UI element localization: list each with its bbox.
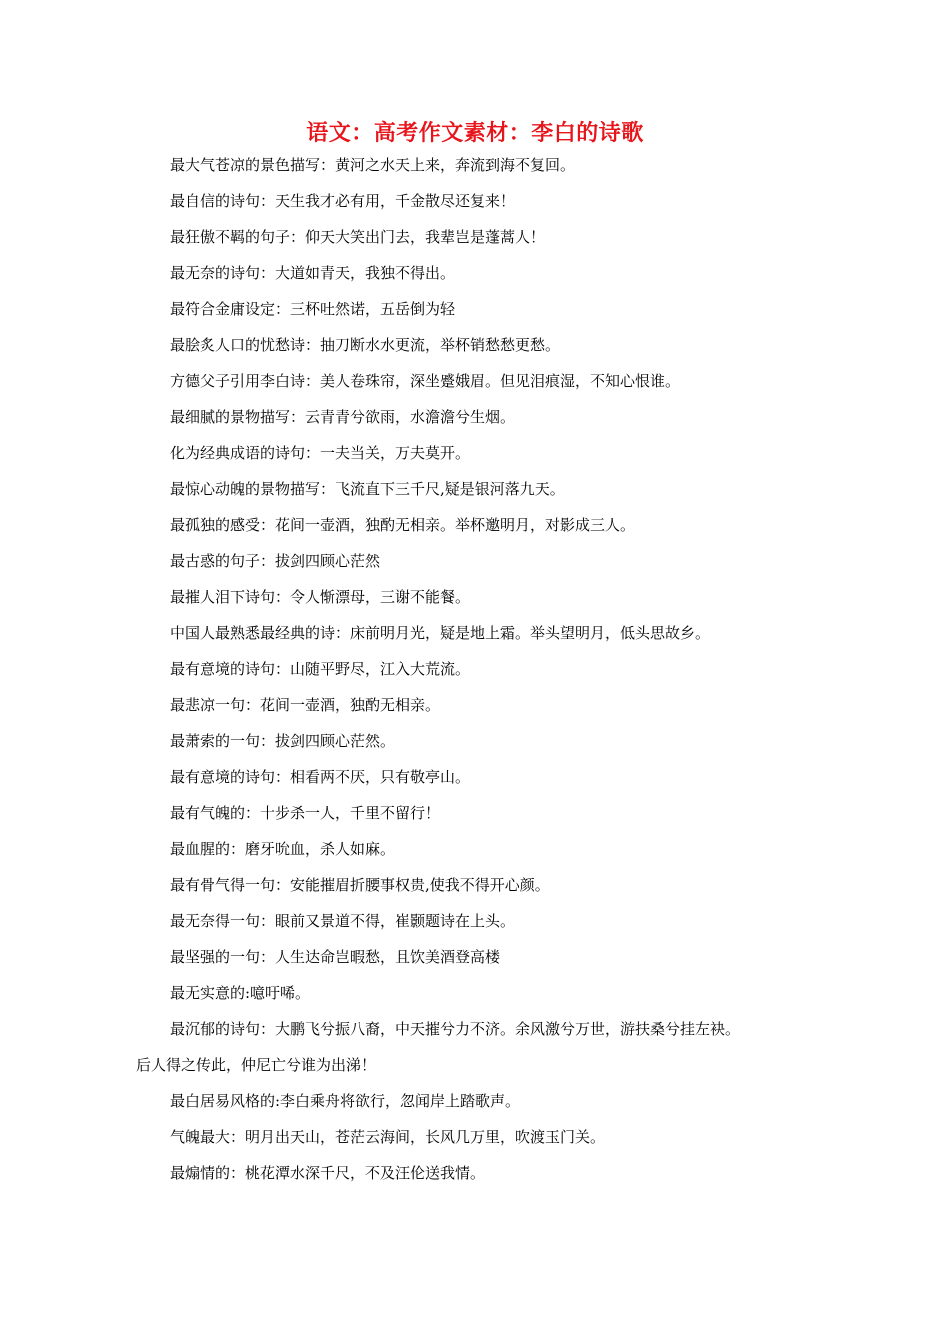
poem-line: 最无奈的诗句：大道如青天，我独不得出。 bbox=[170, 264, 456, 282]
poem-line: 最惊心动魄的景物描写：飞流直下三千尺,疑是银河落九天。 bbox=[170, 480, 565, 498]
poem-line: 最细腻的景物描写：云青青兮欲雨，水澹澹兮生烟。 bbox=[170, 408, 516, 426]
document-body bbox=[136, 147, 826, 1191]
poem-line: 最煽情的：桃花潭水深千尺，不及汪伦送我情。 bbox=[170, 1164, 486, 1182]
poem-line: 最有气魄的：十步杀一人，千里不留行！ bbox=[170, 804, 441, 822]
poem-line: 最坚强的一句：人生达命岂暇愁，且饮美酒登高楼 bbox=[170, 948, 501, 966]
poem-line: 化为经典成语的诗句：一夫当关，万夫莫开。 bbox=[170, 444, 471, 462]
poem-line: 最血腥的：磨牙吮血，杀人如麻。 bbox=[170, 840, 396, 858]
poem-line: 最有骨气得一句：安能摧眉折腰事权贵,使我不得开心颜。 bbox=[170, 876, 550, 894]
poem-line: 最符合金庸设定：三杯吐然诺，五岳倒为轻 bbox=[170, 300, 456, 318]
poem-line: 最悲凉一句：花间一壶酒，独酌无相亲。 bbox=[170, 696, 441, 714]
poem-line: 最摧人泪下诗句：令人惭漂母，三谢不能餐。 bbox=[170, 588, 471, 606]
poem-line: 最有意境的诗句：山随平野尽，江入大荒流。 bbox=[170, 660, 471, 678]
poem-line: 最脍炙人口的忧愁诗：抽刀断水水更流，举杯销愁愁更愁。 bbox=[170, 336, 561, 354]
poem-line: 最狂傲不羁的句子：仰天大笑出门去，我辈岂是蓬蒿人！ bbox=[170, 228, 546, 246]
poem-line: 最大气苍凉的景色描写：黄河之水天上来，奔流到海不复回。 bbox=[170, 156, 576, 174]
poem-line: 最孤独的感受：花间一壶酒，独酌无相亲。举杯邀明月，对影成三人。 bbox=[170, 516, 636, 534]
poem-line: 最沉郁的诗句：大鹏飞兮振八裔，中天摧兮力不济。余风激兮万世，游扶桑兮挂左袂。 bbox=[170, 1020, 741, 1038]
poem-line: 气魄最大：明月出天山，苍茫云海间，长风几万里，吹渡玉门关。 bbox=[170, 1128, 606, 1146]
poem-line: 最自信的诗句：天生我才必有用，千金散尽还复来！ bbox=[170, 192, 516, 210]
poem-line: 最萧索的一句：拔剑四顾心茫然。 bbox=[170, 732, 396, 750]
poem-line: 中国人最熟悉最经典的诗：床前明月光，疑是地上霜。举头望明月，低头思故乡。 bbox=[170, 624, 711, 642]
poem-line-continuation: 后人得之传此，仲尼亡兮谁为出涕！ bbox=[136, 1056, 377, 1074]
poem-line: 方德父子引用李白诗：美人卷珠帘，深坐蹙娥眉。但见泪痕湿，不知心恨谁。 bbox=[170, 372, 681, 390]
document-title: 语文：高考作文素材：李白的诗歌 bbox=[306, 121, 644, 146]
poem-line: 最无实意的:噫吁唏。 bbox=[170, 984, 311, 1002]
poem-line: 最无奈得一句：眼前又景道不得，崔颢题诗在上头。 bbox=[170, 912, 516, 930]
poem-line: 最有意境的诗句：相看两不厌，只有敬亭山。 bbox=[170, 768, 471, 786]
poem-line: 最古惑的句子：拔剑四顾心茫然 bbox=[170, 552, 381, 570]
poem-line: 最白居易风格的:李白乘舟将欲行，忽闻岸上踏歌声。 bbox=[170, 1092, 521, 1110]
